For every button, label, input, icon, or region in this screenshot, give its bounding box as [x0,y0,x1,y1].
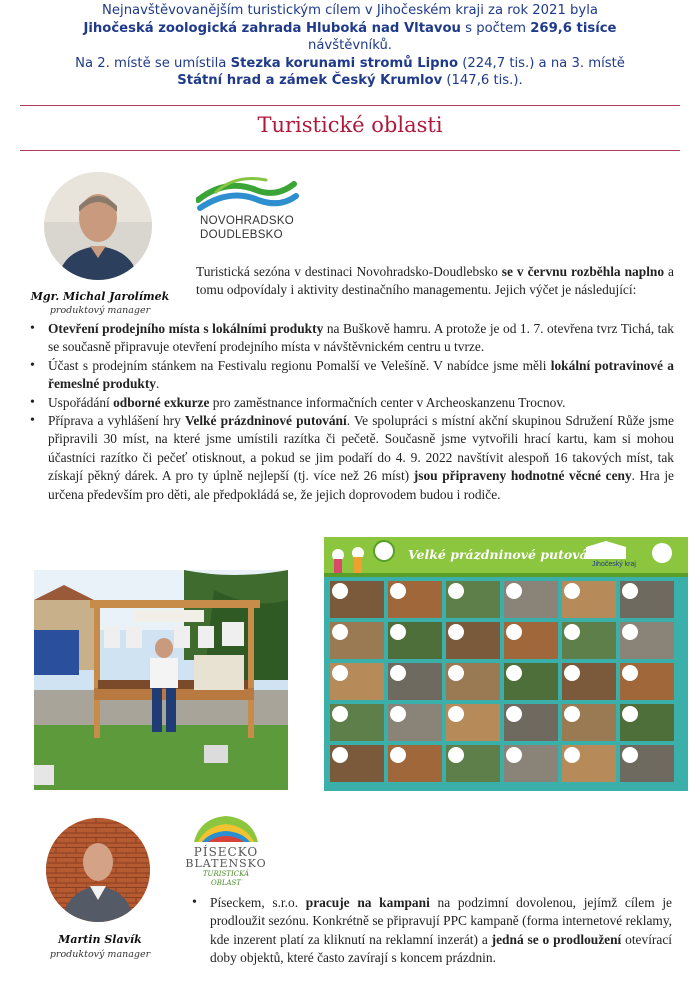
game-card [324,537,688,791]
avatar-michal [44,172,152,280]
person-role: produktový manager [49,305,151,316]
intro-line-3: návštěvníků. [307,38,392,53]
list-item: • Píseckem, s.r.o. pracuje na kampani na podzimní dovolenou, jejímž cílem je prodloužit sezónu. Konkrétně se připravují PPC kampaně (forma internetové reklamy, kde inzerent platí za kliknutí na reklamní inzerát) a jedná se o prodloužení otevírací doby objektů, které často zavírají s koncem prázdnin. [188,894,672,968]
person-name-2: Martin Slavík [58,933,142,946]
section-title: Turistické oblasti [257,113,443,137]
stamp-slot [506,624,522,640]
stamp-slot [564,583,580,599]
stamp-slot [506,706,522,722]
stamp-slot [448,624,464,640]
stamp-slot [622,583,638,599]
stamp-slot [564,624,580,640]
stamp-slot [506,665,522,681]
stamp-slot [332,665,348,681]
intro-line-1: Nejnavštěvovanějším turistickým cílem v Jihočeském kraji za rok 2021 byla [102,3,598,18]
stamp-slot [622,624,638,640]
stamp-slot [448,583,464,599]
divider-bottom [20,150,680,151]
list-item: • Příprava a vyhlášení hry Velké prázdninové putování. Ve spolupráci s místní akční skupinou Sdružení Růže jsme připravili 30 míst, na které jsme umístili razítka či pečetě. Současně jsme vytvořili hrací kartu, kam si mohou účastníci razítko či pečeť otisknout, a pokud se jim podaří do 4. 9. 2022 navštívit alespoň 16 takových míst, tak získají pěkný dárek. A pro ty úplně nejlepší (tj. více než 26 míst) jsou připraveny hodnotné věcné ceny. Hra je určena především pro děti, ale předpokládá se, že jejich doprovodem budou i rodiče. [26,412,674,504]
novohradsko-logo-text: NOVOHRADSKO DOUDLEBSKO [200,215,295,241]
stamp-slot [622,747,638,763]
divider-top [20,105,680,106]
stamp-slot [332,583,348,599]
stamp-slot [390,665,406,681]
stamp-slot [564,706,580,722]
avatar-martin [46,818,150,922]
intro-text [0,2,700,90]
stamp-slot [506,583,522,599]
market-stall-photo [34,570,288,790]
stamp-slot [332,706,348,722]
stamp-slot [448,747,464,763]
stamp-slot [506,747,522,763]
stamp-slot [564,747,580,763]
stamp-slot [448,665,464,681]
stamp-slot [332,624,348,640]
stamp-slot [564,665,580,681]
person-name: Mgr. Michal Jarolímek [30,290,170,303]
pisecko-logo-text: PÍSECKO BLATENSKO TURISTICKÁ OBLAST [185,845,267,887]
game-card-title: Velké prázdninové putování [408,547,602,562]
list-item: • Otevření prodejního místa s lokálními produkty na Buškově hamru. A protože je od 1. 7. otevřena tvrz Tichá, tak se současně připravuje otevření prodejního místa v návštěvnickém centru u tvrze. [26,320,674,357]
region2-activities [188,894,672,968]
region1-intro: Turistická sezóna v destinaci Novohradsko-Doudlebsko se v červnu rozběhla naplno a tomu odpovídaly i aktivity destinačního managementu. Jejich výčet je následující: [196,264,674,298]
stamp-slot [390,583,406,599]
list-item: • Uspořádání odborné exkurze pro zaměstnance informačních center v Archeoskanzenu Trocnov. [26,394,674,412]
stamp-slot [390,747,406,763]
pisecko-logo [186,812,266,846]
stamp-slot [448,706,464,722]
list-item: • Účast s prodejním stánkem na Festivalu regionu Pomalší ve Velešíně. V nabídce jsme měli lokální potravinové a řemeslné produkty. [26,357,674,394]
stamp-slot [332,747,348,763]
intro-line-5: Státní hrad a zámek Český Krumlov (147,6 tis.). [177,73,523,88]
stamp-slot [390,624,406,640]
game-card-region: Jihočeský kraj [592,561,636,568]
stamp-slot [390,706,406,722]
stamp-slot [622,665,638,681]
intro-line-2: Jihočeská zoologická zahrada Hluboká nad Vltavou s počtem 269,6 tisíce [83,20,617,36]
stamp-slot [622,706,638,722]
novohradsko-logo [196,170,316,214]
region1-activities [26,320,674,504]
intro-line-4: Na 2. místě se umístila Stezka korunami stromů Lipno (224,7 tis.) a na 3. místě [75,55,625,71]
person-role-2: produktový manager [49,949,151,960]
